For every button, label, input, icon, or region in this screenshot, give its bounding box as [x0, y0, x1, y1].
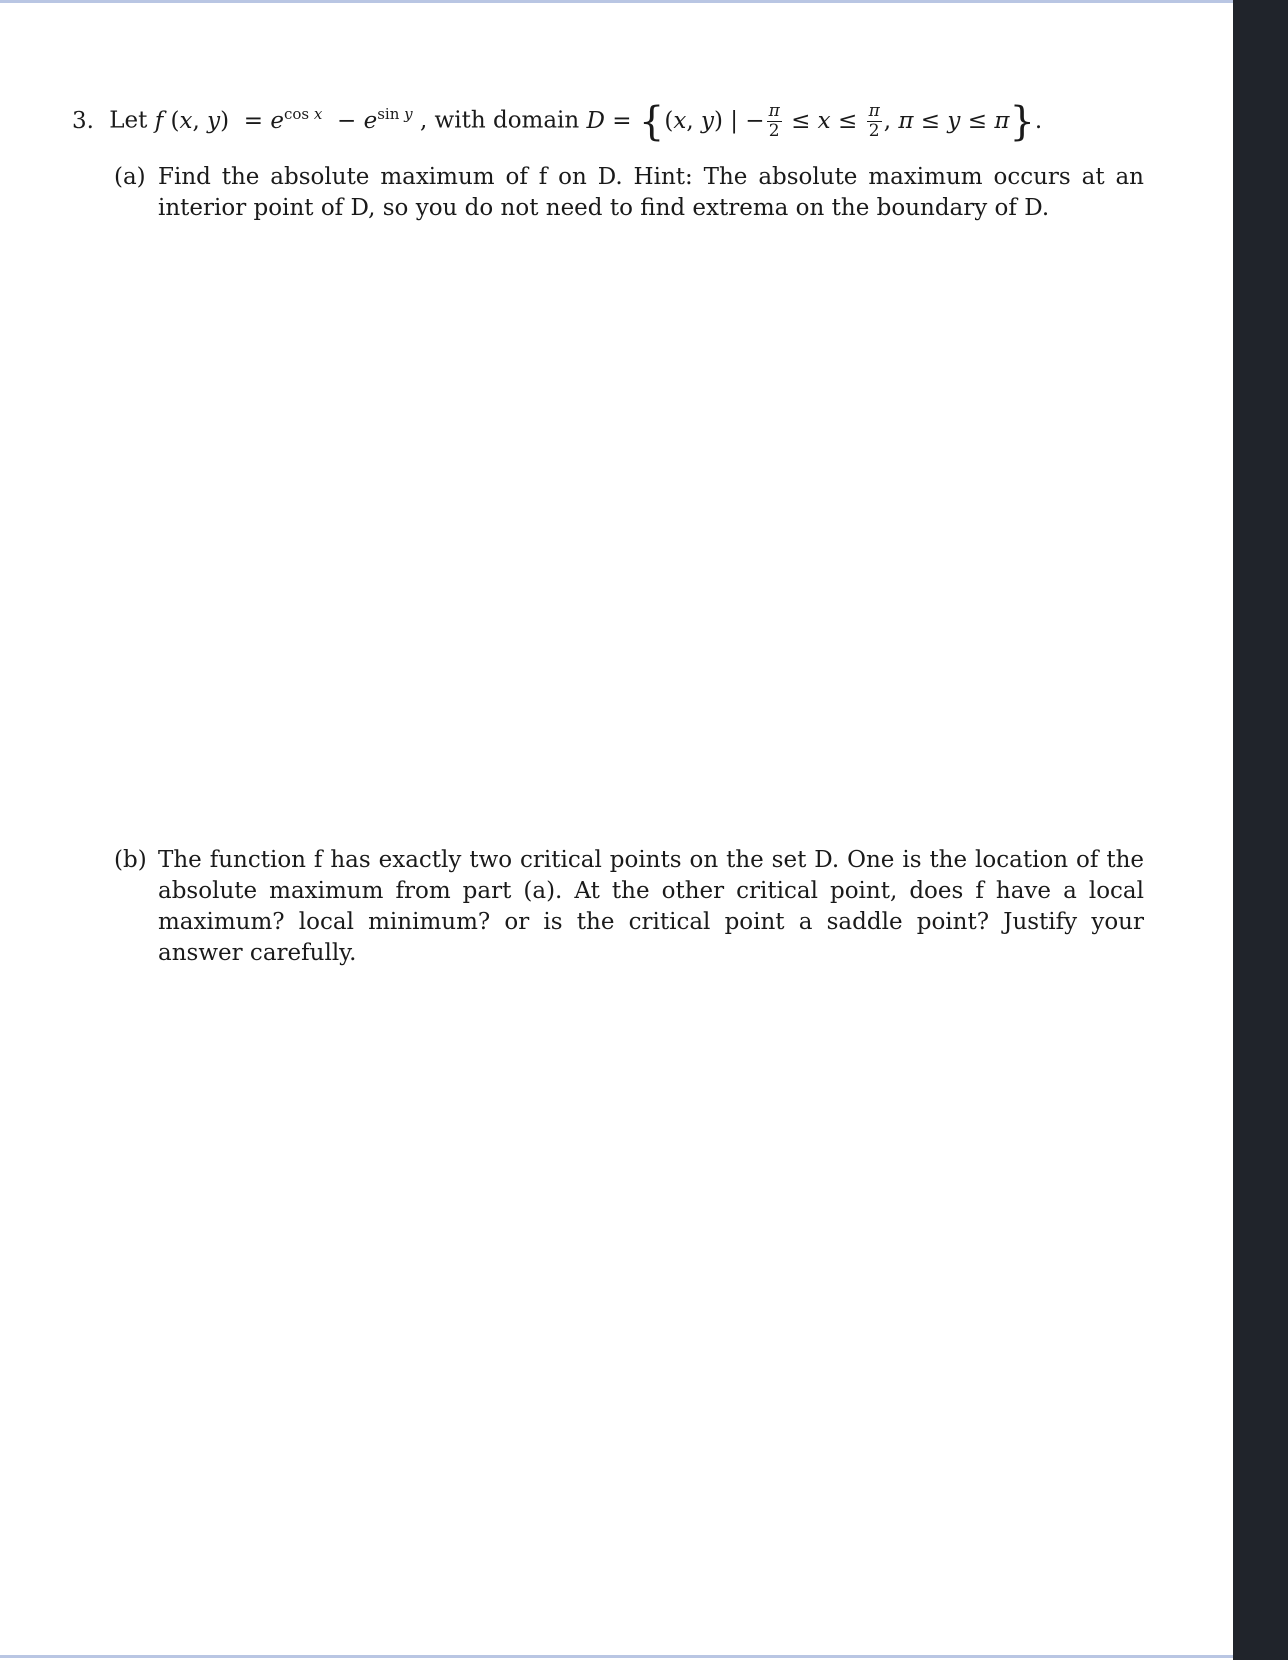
problem-statement: [72, 98, 1043, 145]
pi-over-two-fraction: $\frac{\pi}{2}$: [868, 101, 880, 141]
pi-over-two-fraction: $\frac{\pi}{2}$: [768, 101, 780, 141]
domain-definition: D = {(x, y) | − $\frac{\pi}{2}$ ≤ x ≤ $\frac{\pi}{2}$ , π ≤ y ≤ π}.: [586, 98, 1043, 145]
part-a-text: Find the absolute maximum of f on D. Hint: The absolute maximum occurs at an interior point of D, so you do not need to find extrema on the boundary of D.: [158, 164, 1144, 221]
part-a-label: (a): [114, 164, 146, 190]
part-b-text: The function f has exactly two critical points on the set D. One is the location of the absolute maximum from part (a). At the other critical point, does f have a local maximum? local minimum? or is the critical point a saddle point? Justify your answer carefully.: [158, 847, 1144, 966]
part-b-label: (b): [114, 847, 147, 873]
part-b: [114, 845, 1144, 969]
problem-intro: Let: [109, 107, 148, 134]
viewer-side-panel: [1233, 0, 1288, 1660]
domain-intro: , with domain: [419, 107, 580, 134]
part-a: [114, 162, 1144, 224]
page-bottom-edge: [0, 1655, 1233, 1658]
function-definition: f (x, $y) = e^{cos x} - e^{sin y}$: [154, 104, 413, 134]
problem-number: 3.: [72, 107, 94, 134]
